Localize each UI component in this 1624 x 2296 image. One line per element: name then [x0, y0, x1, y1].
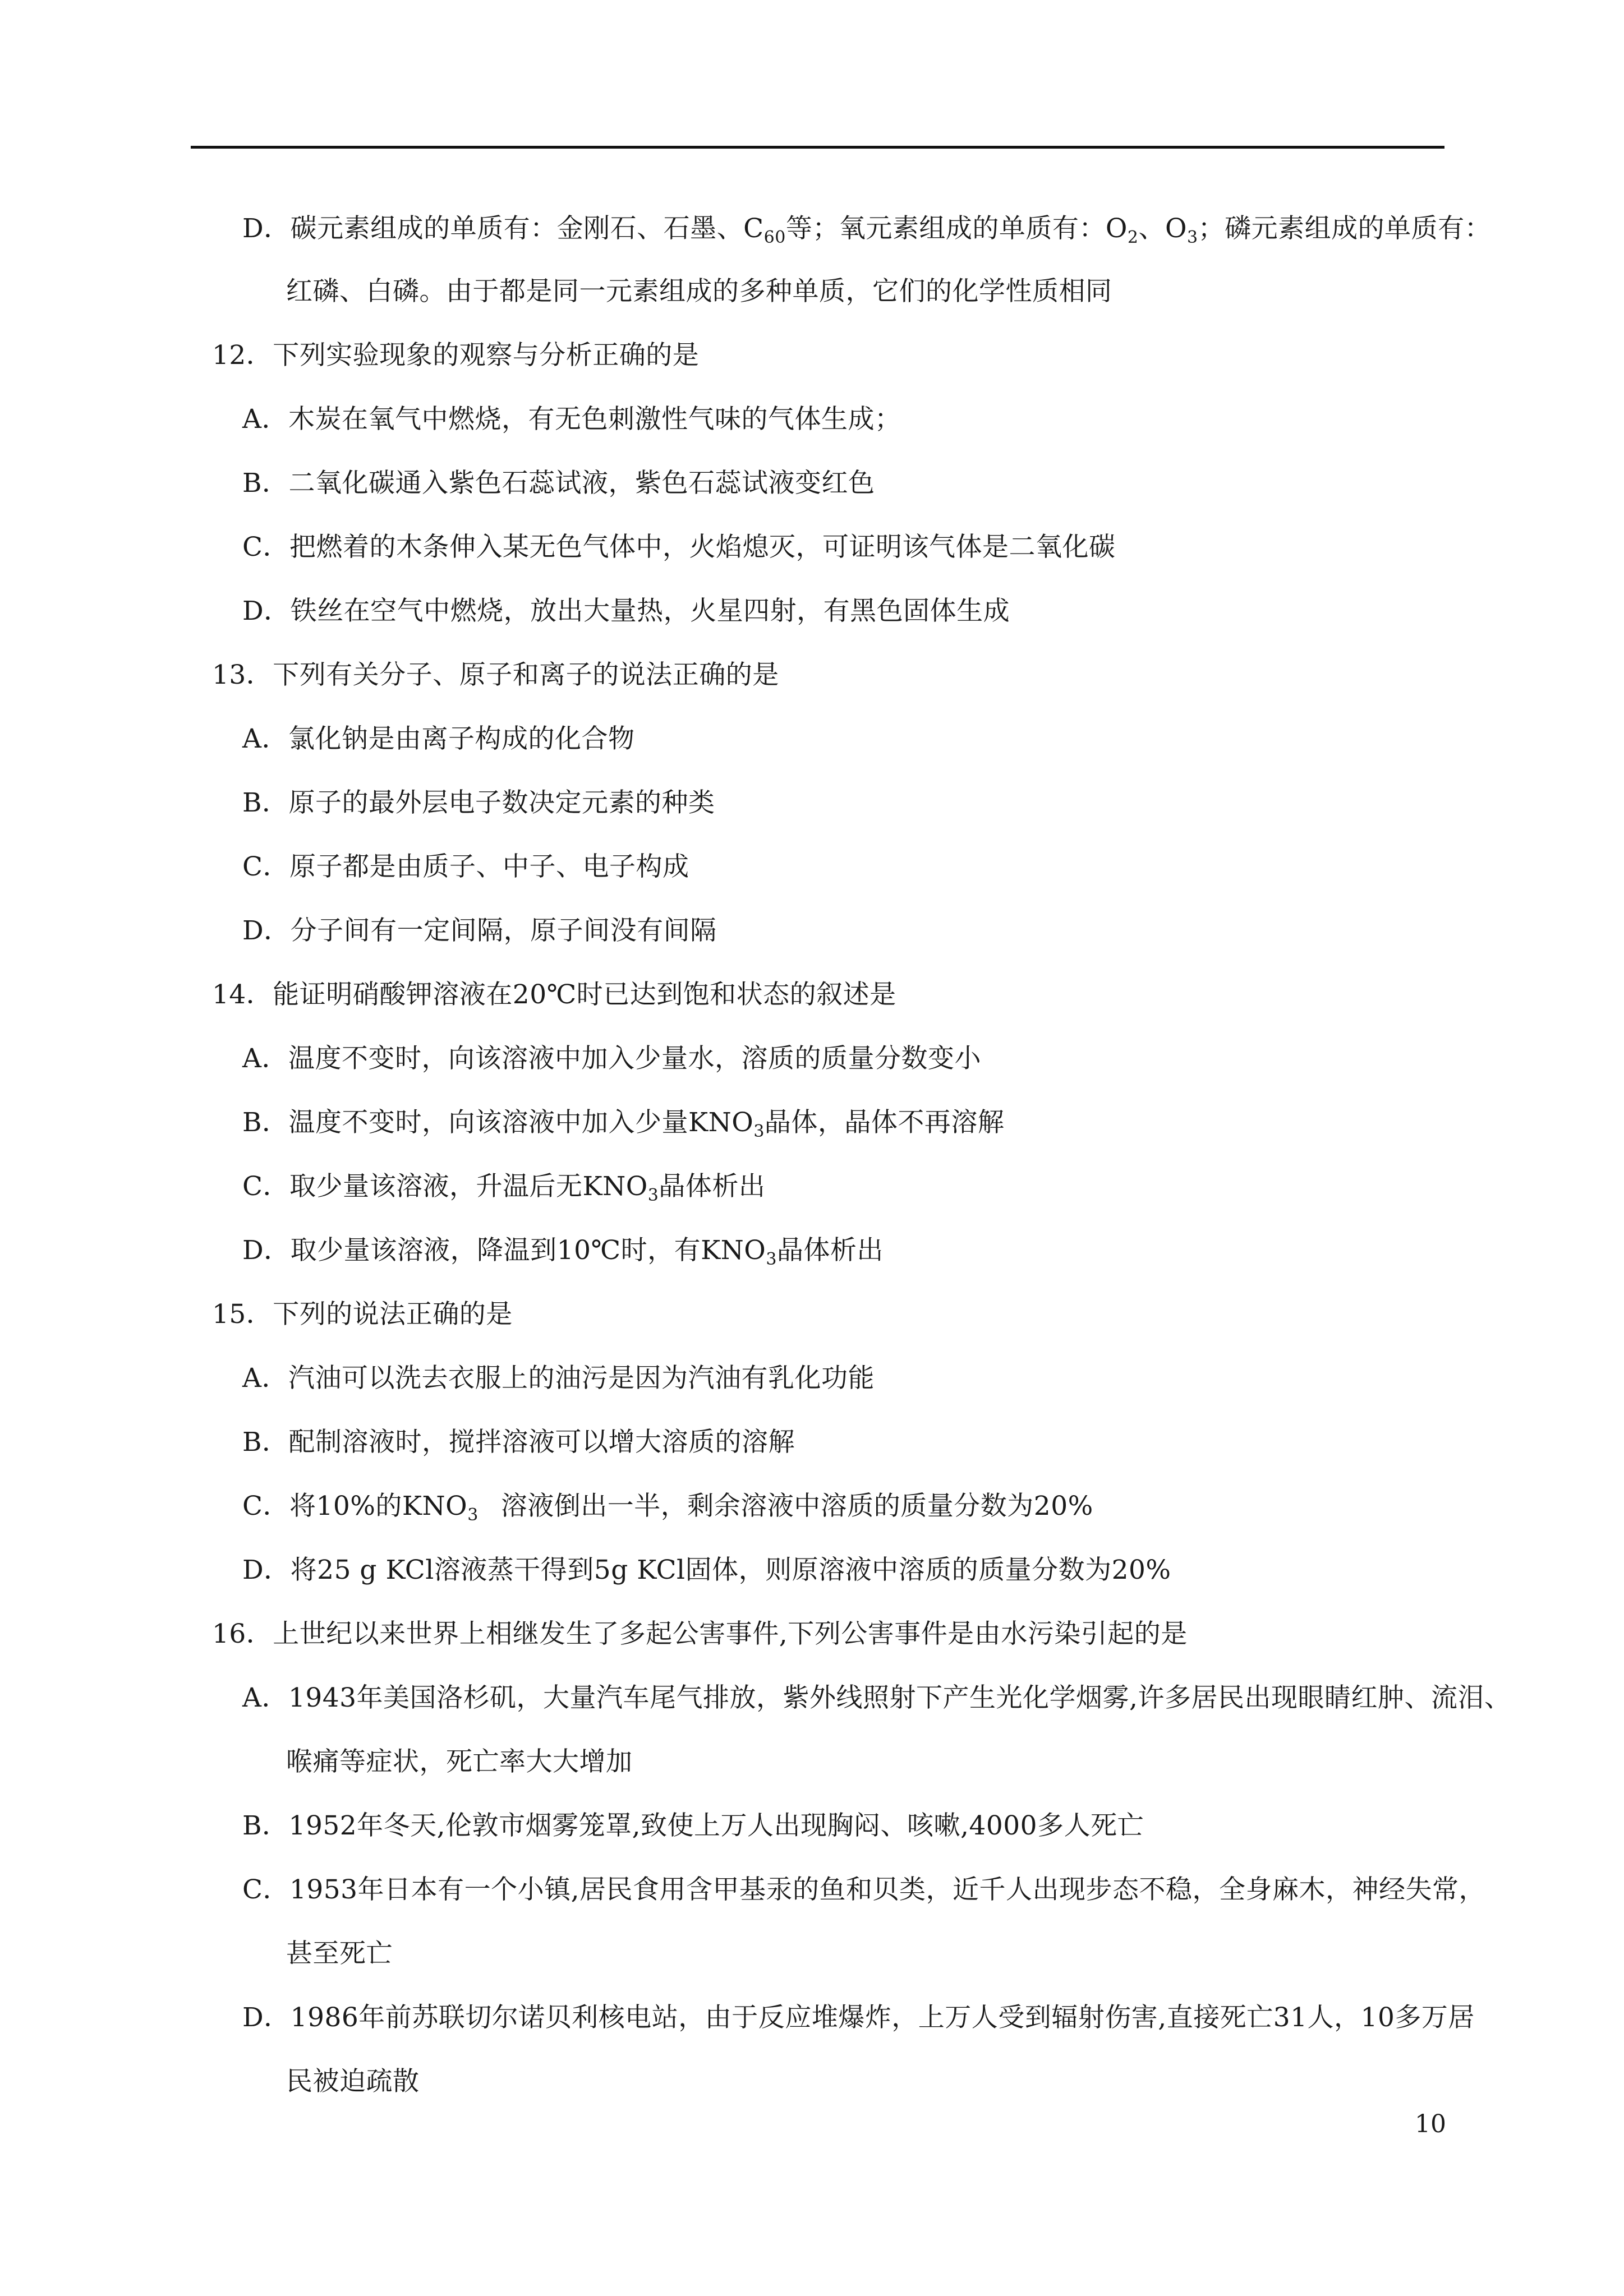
subscript: 3	[753, 1122, 765, 1141]
subscript: 3	[647, 1186, 659, 1205]
subscript: 2	[1127, 228, 1139, 247]
q12-option-b: B．二氧化碳通入紫色石蕊试液，紫色石蕊试液变红色	[242, 468, 875, 499]
q13-option-c: C．原子都是由质子、中子、电子构成	[242, 851, 689, 882]
q14-option-d-text: 晶体析出	[776, 1235, 884, 1266]
q15-option-c-text: C．将10%的KNO	[242, 1491, 468, 1522]
subscript: 3	[1187, 228, 1198, 247]
q16-option-d-line1: D．1986年前苏联切尔诺贝利核电站，由于反应堆爆炸，上万人受到辐射伤害,直接死亡31人，10多万居	[242, 2002, 1475, 2033]
q13-option-b: B．原子的最外层电子数决定元素的种类	[242, 787, 715, 818]
q12-option-d: D．铁丝在空气中燃烧，放出大量热，火星四射，有黑色固体生成	[242, 596, 1010, 626]
q16-option-c-line1: C．1953年日本有一个小镇,居民食用含甲基汞的鱼和贝类，近千人出现步态不稳，全身麻木，神经失常，	[242, 1874, 1486, 1905]
q12-option-c: C．把燃着的木条伸入某无色气体中，火焰熄灭，可证明该气体是二氧化碳	[242, 532, 1116, 563]
q15-option-d: D．将25 g KCl溶液蒸干得到5g KCl固体，则原溶液中溶质的质量分数为20%	[242, 1555, 1171, 1585]
q14-option-c-text: C．取少量该溶液，升温后无KNO	[242, 1171, 648, 1202]
q11-option-d-text: 等；氧元素组成的单质有：O	[785, 213, 1128, 244]
q13-option-d: D．分子间有一定间隔，原子间没有间隔	[242, 915, 717, 946]
q16-option-a-line2: 喉痛等症状，死亡率大大增加	[286, 1746, 633, 1777]
q14-option-b-text: B．温度不变时，向该溶液中加入少量KNO	[242, 1107, 754, 1138]
q14-option-d-text: D．取少量该溶液，降温到10℃时，有KNO	[242, 1235, 766, 1266]
q16-stem: 16．上世纪以来世界上相继发生了多起公害事件,下列公害事件是由水污染引起的是	[212, 1619, 1188, 1649]
q16-option-a-line1: A．1943年美国洛杉矶，大量汽车尾气排放，紫外线照射下产生光化学烟雾,许多居民出现眼睛红肿、流泪、	[242, 1682, 1511, 1713]
q11-option-d-text: D．碳元素组成的单质有：金刚石、石墨、C	[242, 213, 764, 244]
q14-option-c	[242, 1170, 765, 1204]
q11-option-d-text: ；磷元素组成的单质有：	[1198, 213, 1492, 244]
q16-option-c-line2: 甚至死亡	[286, 1938, 393, 1969]
q15-option-a: A．汽油可以洗去衣服上的油污是因为汽油有乳化功能	[242, 1363, 875, 1394]
header-rule	[191, 146, 1444, 149]
q13-stem: 13．下列有关分子、原子和离子的说法正确的是	[212, 660, 779, 690]
q13-option-a: A．氯化钠是由离子构成的化合物	[242, 723, 635, 754]
q11-option-d-line1	[242, 212, 1491, 246]
q11-option-d-text: 、O	[1138, 213, 1188, 244]
q12-stem: 12．下列实验现象的观察与分析正确的是	[212, 340, 700, 371]
q12-option-a: A．木炭在氧气中燃烧，有无色刺激性气味的气体生成；	[242, 404, 901, 435]
subscript: 3	[467, 1505, 479, 1525]
q14-option-a: A．温度不变时，向该溶液中加入少量水，溶质的质量分数变小	[242, 1043, 981, 1074]
q15-stem: 15．下列的说法正确的是	[212, 1299, 513, 1330]
q15-option-c-text: 溶液倒出一半，剩余溶液中溶质的质量分数为20%	[500, 1491, 1093, 1522]
q16-option-d-line2: 民被迫疏散	[286, 2066, 420, 2097]
q16-option-b: B．1952年冬天,伦敦市烟雾笼罩,致使上万人出现胸闷、咳嗽,4000多人死亡	[242, 1810, 1144, 1841]
q15-option-b: B．配制溶液时，搅拌溶液可以增大溶质的溶解	[242, 1427, 795, 1458]
q14-option-b	[242, 1106, 1004, 1140]
q14-stem: 14．能证明硝酸钾溶液在20℃时已达到饱和状态的叙述是	[212, 979, 896, 1010]
q11-option-d-line2: 红磷、白磷。由于都是同一元素组成的多种单质，它们的化学性质相同	[286, 276, 1112, 307]
subscript: 60	[763, 228, 786, 247]
subscript: 3	[766, 1250, 777, 1269]
page-number: 10	[1415, 2110, 1446, 2138]
q14-option-b-text: 晶体，晶体不再溶解	[764, 1107, 1005, 1138]
q14-option-d	[242, 1234, 884, 1267]
q14-option-c-text: 晶体析出	[659, 1171, 766, 1202]
q15-option-c	[242, 1490, 1093, 1523]
